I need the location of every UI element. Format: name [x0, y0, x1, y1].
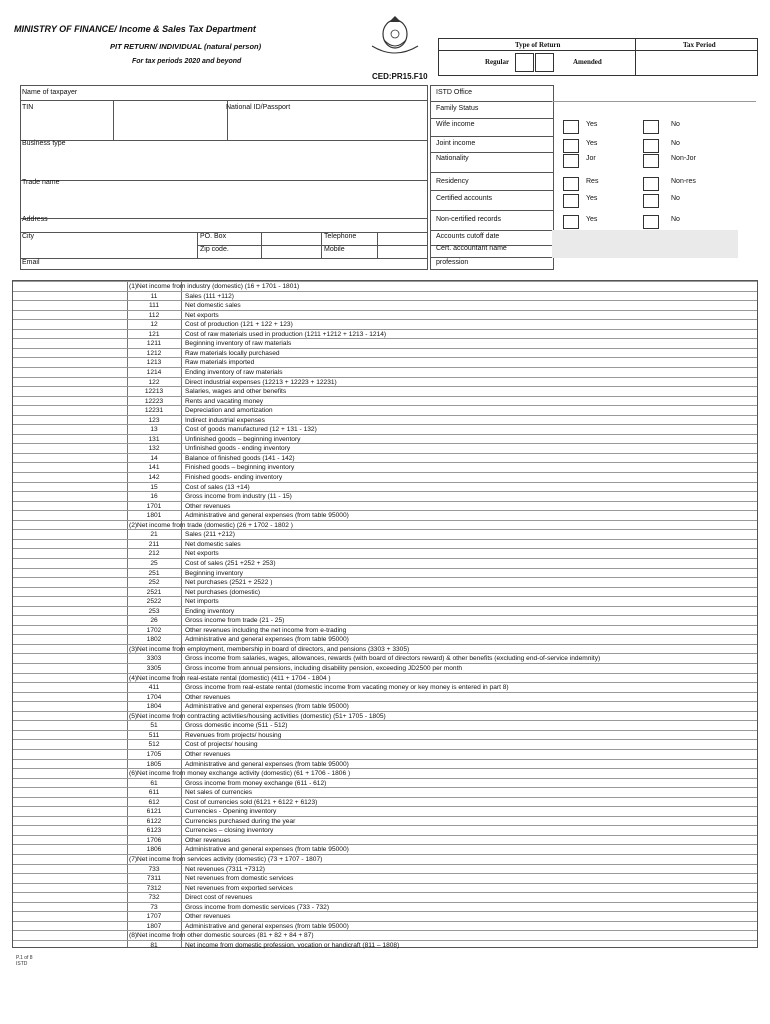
line-code: 1802 [146, 636, 162, 644]
city-label: City [22, 233, 35, 240]
line-code: 1804 [146, 703, 162, 711]
line-code: 61 [150, 779, 158, 787]
certified-no-label: No [671, 195, 680, 202]
line-code: 12213 [144, 388, 164, 396]
residency-res-checkbox[interactable] [563, 177, 579, 191]
pobox-label: PO. Box [200, 233, 227, 240]
line-description: Salaries, wages and other benefits [185, 388, 287, 396]
line-description: Revenues from projects/ housing [185, 731, 282, 739]
wife-income-yes-checkbox[interactable] [563, 120, 579, 134]
regular-checkbox[interactable] [515, 53, 534, 72]
status-label-residency: Residency [436, 178, 469, 185]
certified-yes-checkbox[interactable] [563, 194, 579, 208]
line-description: Beginning inventory of raw materials [185, 340, 292, 348]
status-label-joint-income: Joint income [436, 140, 476, 147]
line-code: 3303 [146, 655, 162, 663]
status-label-wife-income: Wife income [436, 121, 475, 128]
line-code: 6121 [146, 808, 162, 816]
line-description: (2)Net income from trade (domestic) (26 + 1702 - 1802 ) [129, 521, 293, 529]
line-description: (1)Net income from industry (domestic) (16 + 1701 - 1801) [129, 283, 300, 290]
line-code: 141 [148, 464, 160, 472]
line-description: Cost of sales (13 +14) [185, 483, 250, 491]
line-description: Net income from domestic profession, vocation or handicraft (811 – 1808) [185, 941, 400, 949]
line-description: Balance of finished goods (141 - 142) [185, 454, 295, 462]
address-label: Address [22, 216, 48, 223]
line-description: Administrative and general expenses (from table 95000) [185, 846, 349, 854]
line-code: 131 [148, 435, 160, 443]
national-id-label: National ID/Passport [226, 104, 291, 111]
zip-label: Zip code. [200, 246, 229, 253]
line-description: Net purchases (2521 + 2522 ) [185, 579, 273, 587]
line-description: Ending inventory of raw materials [185, 368, 283, 376]
line-code: 211 [148, 540, 160, 548]
taxpayer-info-box [20, 85, 428, 270]
line-description: Direct cost of revenues [185, 894, 253, 902]
business-type-label: Business type [22, 140, 66, 147]
line-description: Other revenues including the net income from e-trading [185, 626, 347, 634]
residency-nonres-label: Non-res [671, 178, 696, 185]
line-code: 1214 [146, 368, 162, 376]
line-description: Administrative and general expenses (from table 95000) [185, 760, 349, 768]
line-description: Cost of goods manufactured (12 + 131 - 132) [185, 426, 317, 434]
line-code: 123 [148, 416, 160, 424]
line-description: Currencies - Opening inventory [185, 808, 277, 816]
line-code: 7312 [146, 884, 162, 892]
line-description: Gross income from domestic services (733 - 732) [185, 903, 330, 911]
status-label-certified-accounts: Certified accounts [436, 195, 493, 202]
line-description: Gross income from salaries, wages, allowances, rewards (with board of directors reward) & other benefits (excluding end-of-service indemnity) [185, 655, 601, 663]
line-code: 1807 [146, 922, 162, 930]
line-code: 3305 [146, 665, 162, 672]
line-description: Unfinished goods - ending inventory [185, 445, 291, 453]
income-lines-table [12, 280, 758, 948]
line-code: 121 [148, 330, 160, 338]
line-code: 1707 [146, 913, 162, 921]
line-description: Other revenues [185, 502, 231, 510]
line-code: 7311 [146, 875, 162, 883]
line-code: 6123 [146, 827, 162, 835]
line-code: 26 [150, 617, 158, 625]
line-code: 73 [150, 903, 158, 911]
line-description: Finished goods – beginning inventory [185, 464, 295, 472]
ministry-title: MINISTRY OF FINANCE/ Income & Sales Tax Department [14, 24, 256, 34]
line-code: 132 [148, 445, 160, 453]
joint-income-no-label: No [671, 140, 680, 147]
line-description: Cost of production (121 + 122 + 123) [185, 321, 293, 329]
line-code: 611 [148, 789, 160, 797]
line-description: Administrative and general expenses (from table 95000) [185, 636, 349, 644]
line-description: Depreciation and amortization [185, 407, 273, 415]
status-label-nationality: Nationality [436, 155, 469, 162]
line-description: Sales (211 +212) [185, 531, 235, 539]
page-footer [16, 955, 33, 967]
wife-income-no-label: No [671, 121, 680, 128]
line-description: Gross income from trade (21 - 25) [185, 617, 285, 625]
line-description: Net revenues from domestic services [185, 875, 294, 883]
nationality-jor-checkbox[interactable] [563, 154, 579, 168]
line-description: Cost of currencies sold (6121 + 6122 + 6123) [185, 798, 318, 806]
line-code: 112 [148, 311, 160, 319]
line-code: 25 [150, 559, 158, 567]
noncertified-yes-checkbox[interactable] [563, 215, 579, 229]
line-description: Net purchases (domestic) [185, 588, 261, 596]
line-code: 16 [150, 493, 158, 501]
line-code: 1213 [146, 359, 162, 367]
trade-name-label: Trade name [22, 179, 60, 186]
line-description: Administrative and general expenses (from table 95000) [185, 703, 349, 711]
line-code: 1704 [146, 693, 162, 701]
line-description: Cost of projects/ housing [185, 741, 258, 749]
line-code: 1212 [146, 349, 162, 357]
line-code: 1805 [146, 760, 162, 768]
accountant-name-label: Cert. accountant name [436, 245, 507, 252]
line-description: Net revenues from exported services [185, 884, 293, 892]
line-code: 733 [148, 865, 160, 873]
line-description: Other revenues [185, 693, 231, 701]
wife-income-no-checkbox[interactable] [643, 120, 659, 134]
line-code: 253 [148, 607, 160, 615]
line-description: Net revenues (7311 +7312) [185, 865, 265, 873]
line-code: 51 [150, 722, 158, 730]
wife-income-yes-label: Yes [586, 121, 598, 128]
joint-income-yes-label: Yes [586, 140, 598, 147]
footer-line-1: P.1 of 8 [16, 955, 33, 961]
noncertified-no-label: No [671, 216, 680, 223]
line-description: (7)Net income from services activity (domestic) (73 + 1707 - 1807) [129, 856, 323, 863]
line-code: 2521 [146, 588, 162, 596]
line-description: (6)Net income from money exchange activity (domestic) (61 + 1706 - 1806 ) [129, 770, 351, 778]
joint-income-no-checkbox[interactable] [643, 139, 659, 153]
nationality-nonjor-label: Non-Jor [671, 155, 696, 162]
line-code: 512 [148, 741, 160, 749]
line-description: Gross income from annual pensions, including disability pension, exceeding JD2500 per month [185, 665, 463, 672]
line-code: 251 [148, 569, 160, 577]
line-code: 6122 [146, 817, 162, 825]
joint-income-yes-checkbox[interactable] [563, 139, 579, 153]
line-description: Other revenues [185, 836, 231, 844]
line-code: 212 [148, 550, 160, 558]
form-name: PIT RETURN/ INDIVIDUAL (natural person) [110, 42, 262, 51]
telephone-label: Telephone [324, 233, 357, 240]
regular-checkbox-2[interactable] [535, 53, 554, 72]
tin-label: TIN [22, 104, 34, 111]
regular-label: Regular [485, 58, 510, 66]
line-code: 612 [148, 798, 160, 806]
nationality-nonjor-checkbox[interactable] [643, 154, 659, 168]
line-description: Currencies – closing inventory [185, 827, 274, 835]
mobile-label: Mobile [324, 246, 345, 253]
noncertified-yes-label: Yes [586, 216, 598, 223]
line-description: Gross income from industry (11 - 15) [185, 493, 292, 501]
line-description: Finished goods- ending inventory [185, 474, 283, 481]
tax-period-label: Tax Period [683, 41, 716, 49]
line-description: Net exports [185, 550, 219, 558]
amended-label: Amended [573, 58, 602, 66]
email-label: Email [22, 259, 40, 266]
line-description: (4)Net income from real-estate rental (domestic) (411 + 1704 - 1804 ) [129, 674, 331, 682]
line-description: Ending inventory [185, 607, 235, 615]
line-code: 14 [150, 454, 158, 462]
footer-line-2: ISTD [16, 961, 28, 967]
period-note: For tax periods 2020 and beyond [132, 58, 242, 65]
profession-label: profession [436, 259, 469, 266]
return-type-table [438, 38, 758, 76]
line-description: Net domestic sales [185, 302, 241, 310]
line-description: Rents and vacating money [185, 397, 264, 405]
cutoff-shaded-field [552, 230, 738, 258]
certified-yes-label: Yes [586, 195, 598, 202]
line-code: 1705 [146, 750, 162, 758]
line-code: 2522 [146, 598, 162, 606]
line-description: Cost of sales (251 +252 + 253) [185, 559, 276, 567]
line-code: 252 [148, 579, 160, 587]
line-code: 142 [148, 474, 160, 481]
line-description: Beginning inventory [185, 569, 243, 577]
line-description: Raw materials imported [185, 359, 255, 367]
line-description: Net domestic sales [185, 540, 241, 548]
line-code: 1806 [146, 846, 162, 854]
line-code: 1701 [146, 502, 162, 510]
residency-nonres-checkbox[interactable] [643, 177, 659, 191]
line-description: Net sales of currencies [185, 789, 253, 797]
line-description: Unfinished goods – beginning inventory [185, 435, 301, 443]
line-code: 81 [150, 941, 158, 949]
residency-res-label: Res [586, 178, 599, 185]
istd-label: ISTD Office [436, 89, 473, 96]
line-description: Sales (111 +112) [185, 292, 234, 300]
line-code: 1801 [146, 512, 162, 520]
name-label: Name of taxpayer [22, 89, 78, 96]
line-code: 12231 [144, 407, 164, 415]
line-code: 1211 [146, 340, 162, 348]
line-code: 111 [148, 302, 160, 310]
line-code: 1706 [146, 836, 162, 844]
cutoff-date-label: Accounts cutoff date [436, 233, 500, 240]
line-description: Administrative and general expenses (from table 95000) [185, 512, 349, 520]
line-description: (3)Net income from employment, membership in board of directors, and pensions (3303 + 3305) [129, 645, 410, 653]
form-code: CED:PR15.F10 [372, 72, 428, 81]
line-description: (8)Net income from other domestic sources (81 + 82 + 84 + 87) [129, 932, 314, 940]
nationality-jor-label: Jor [586, 155, 596, 162]
line-description: Net imports [185, 598, 219, 606]
line-code: 21 [150, 531, 158, 539]
line-description: Raw materials locally purchased [185, 349, 280, 357]
line-description: Direct industrial expenses (12213 + 12223 + 12231) [185, 378, 337, 386]
line-code: 12 [150, 321, 158, 329]
line-code: 12223 [144, 397, 164, 405]
line-code: 732 [148, 894, 160, 902]
family-status-label: Family Status [436, 105, 479, 112]
line-code: 411 [148, 684, 160, 692]
line-description: Cost of raw materials used in production (1211 +1212 + 1213 - 1214) [185, 330, 387, 338]
line-description: Net exports [185, 311, 219, 319]
line-code: 15 [150, 483, 158, 491]
line-description: Indirect industrial expenses [185, 416, 265, 424]
line-description: Administrative and general expenses (from table 95000) [185, 922, 349, 930]
table-row [13, 940, 757, 951]
type-of-return-label: Type of Return [515, 41, 561, 49]
line-description: Gross income from money exchange (611 - 612) [185, 779, 327, 787]
line-code: 11 [150, 292, 158, 300]
emblem-logo [362, 14, 428, 60]
line-description: Gross income from real-estate rental (domestic income from vacating money or key money is entered in part 8) [185, 684, 509, 692]
line-description: (5)Net income from contracting activities/housing activities (domestic) (51+ 1705 - 1805) [129, 712, 386, 720]
status-label-noncertified-records: Non-certified records [436, 216, 501, 223]
line-code: 13 [150, 426, 158, 434]
line-code: 511 [148, 731, 160, 739]
line-code: 1702 [146, 626, 162, 634]
line-code: 122 [148, 378, 160, 386]
line-description: Currencies purchased during the year [185, 817, 296, 825]
certified-no-checkbox[interactable] [643, 194, 659, 208]
line-description: Gross domestic income (511 - 512) [185, 722, 288, 730]
noncertified-no-checkbox[interactable] [643, 215, 659, 229]
line-description: Other revenues [185, 913, 231, 921]
line-description: Other revenues [185, 750, 231, 758]
